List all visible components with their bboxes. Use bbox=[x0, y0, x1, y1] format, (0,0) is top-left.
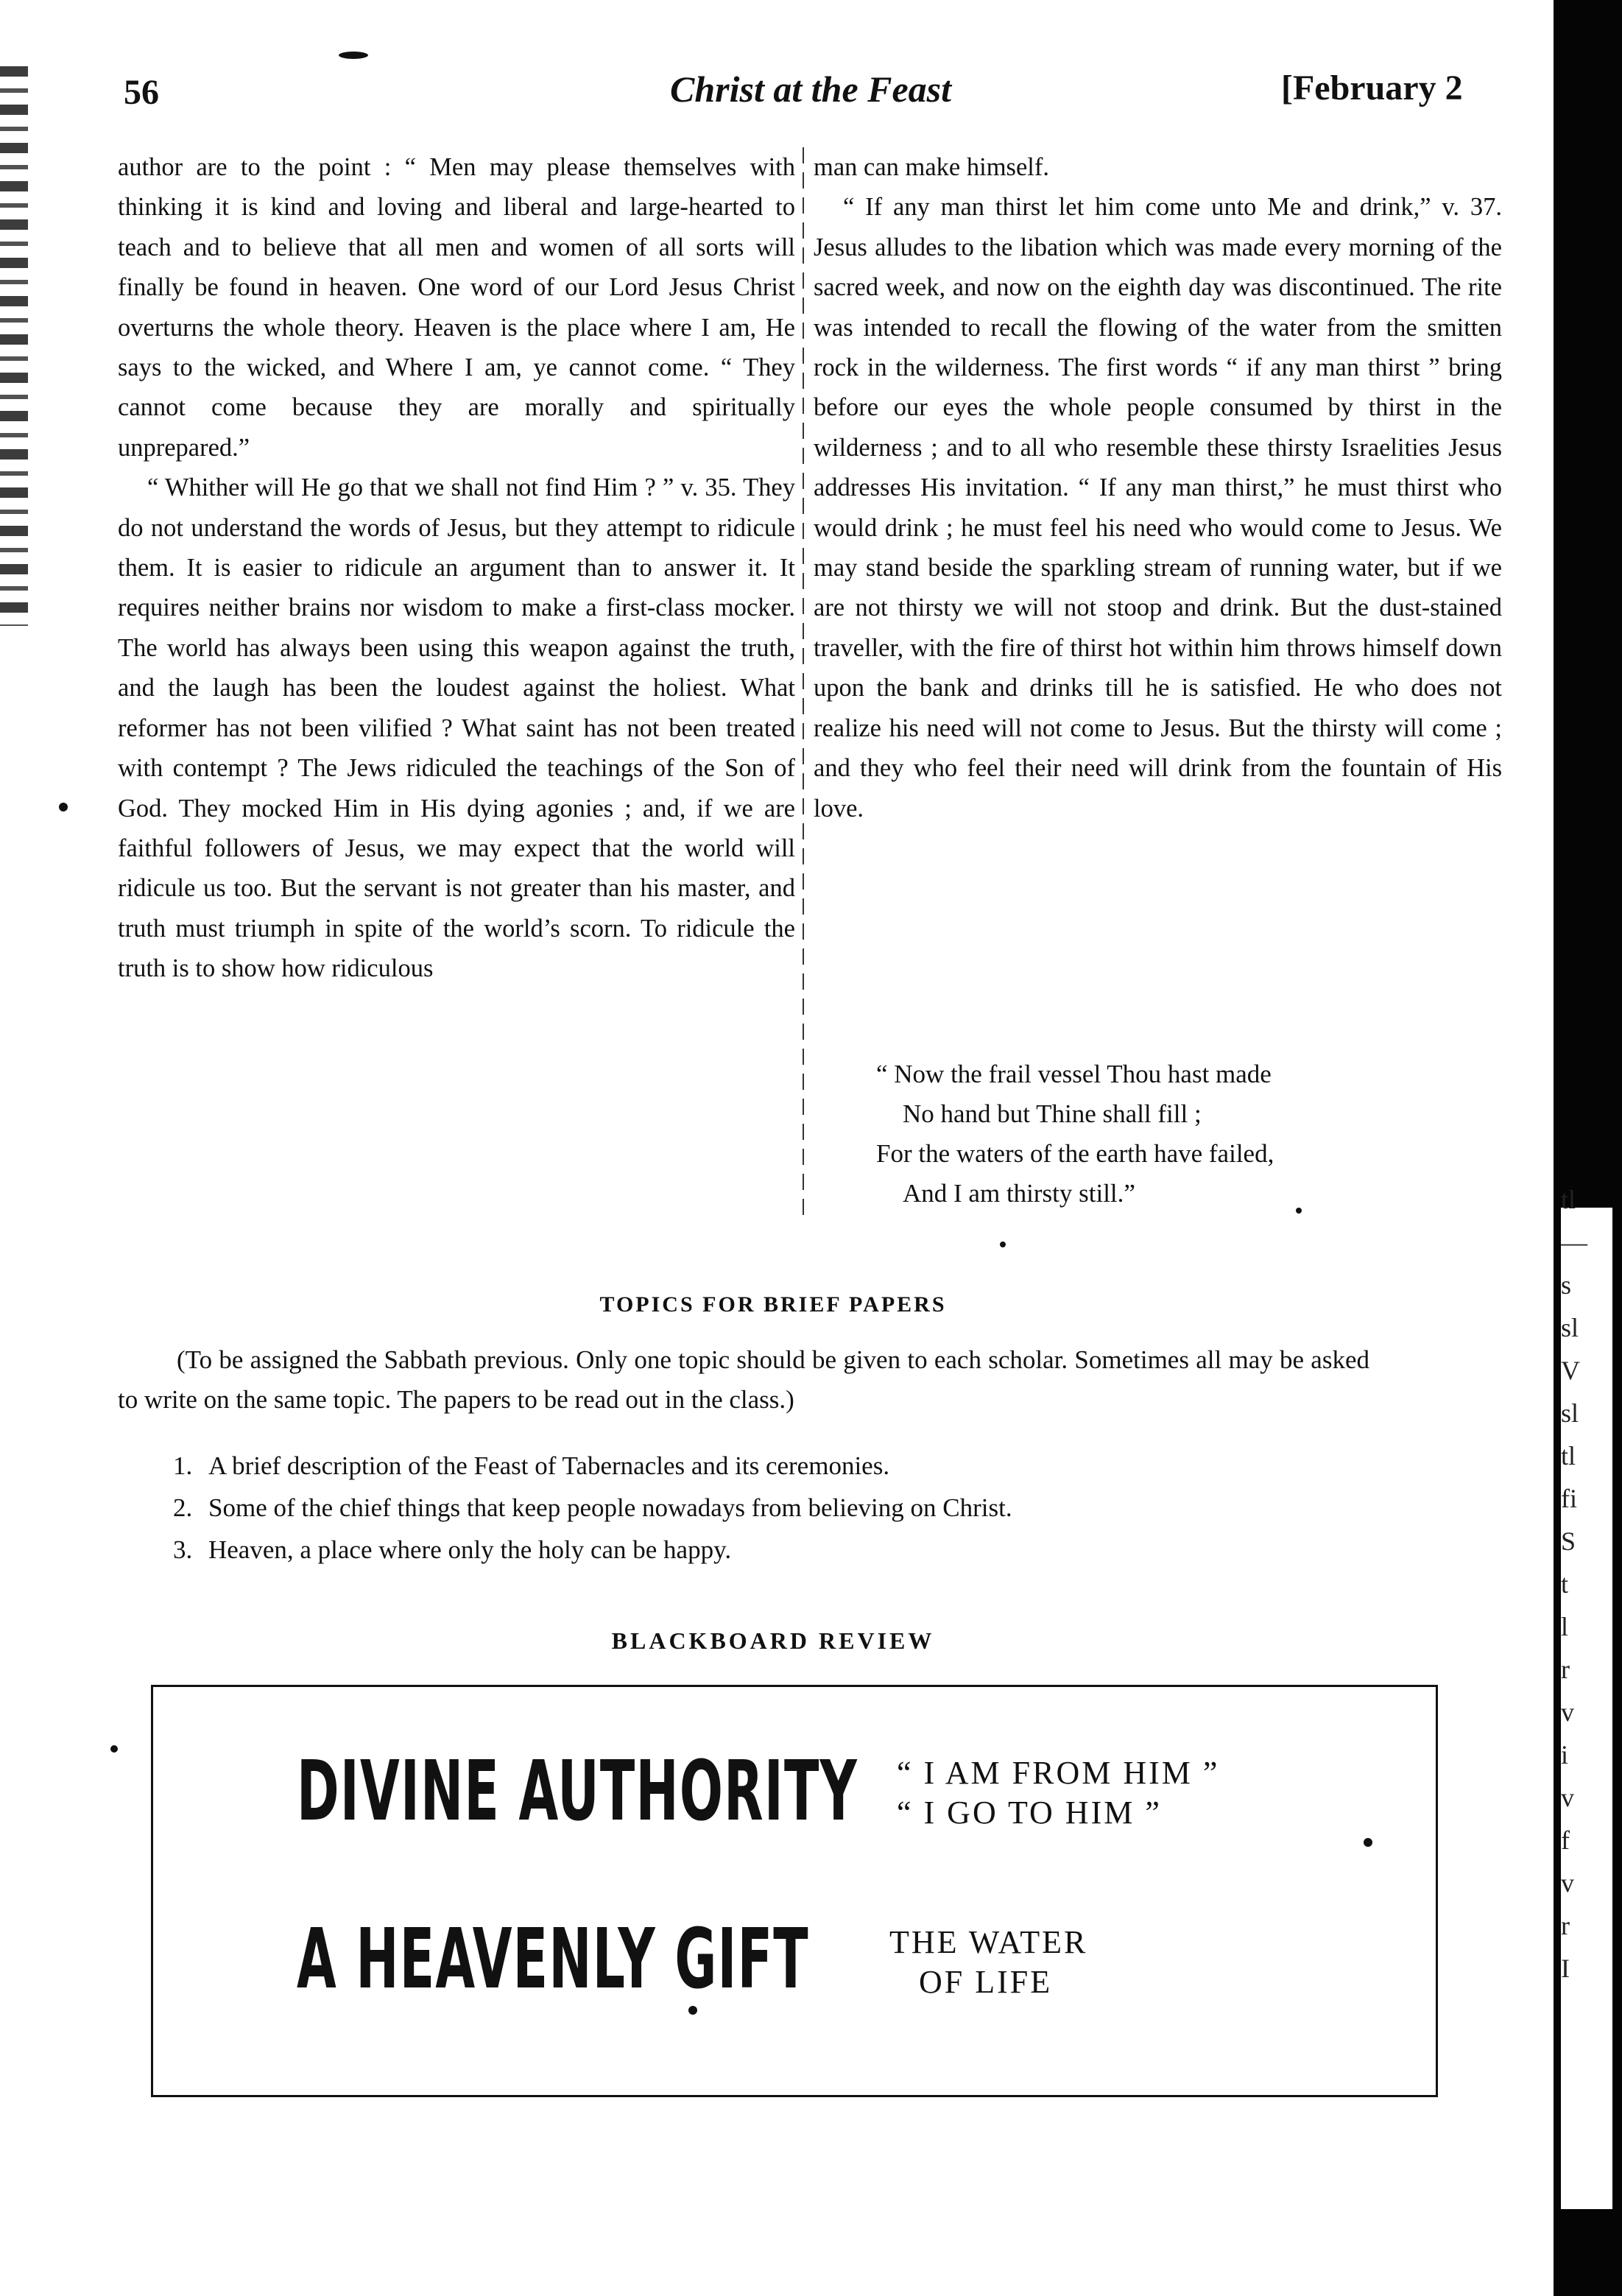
bleed-fragment: V bbox=[1561, 1356, 1580, 1385]
poem-line: No hand but Thine shall fill ; bbox=[903, 1099, 1202, 1128]
topics-instructions: (To be assigned the Sabbath previous. Only one topic should be given to each scholar. Sometimes all may be asked to write on the same topic. The papers to be read out in the class.) bbox=[118, 1345, 1369, 1414]
bleed-fragment: i bbox=[1561, 1740, 1569, 1769]
issue-date: [February 2 bbox=[1281, 68, 1463, 108]
board-caption bbox=[889, 1923, 1087, 2002]
paragraph: “ If any man thirst let him come unto Me and drink,” v. 37. Jesus alludes to the libation which was made every morning of the sacred week, and now on the eighth day was discontinued. The rite was intended to recall the flowing of the water from the smitten rock in the wilderness. The first words “ if any man thirst ” bring before our eyes the whole people consumed by thirst in the wilderness ; and to all who resemble these thirsty Israelities Jesus addresses His invitation. “ If any man thirst,” he must thirst who would drink ; he must feel his need who would come to Jesus. We may stand beside the sparkling stream of running water, but if we are not thirsty we will not stoop and drink. But the dust-stained traveller, with the fire of thirst hot within him throws himself down upon the bank and drinks till he is satisfied. He who does not realize his need will not come to Jesus. But the thirsty will come ; and they who feel their need will drink from the fountain of His love. bbox=[814, 193, 1502, 823]
paragraph: “ Whither will He go that we shall not find Him ? ” v. 35. They do not understand the words of Jesus, but they attempt to ridicule them. It is easier to ridicule an argument than to answer it. It requires neither brains nor wisdom to make a first-class mocker. The world has always been using this weapon against the truth, and the laugh has been the loudest against the holiest. What reformer has not been vilified ? What saint has not been treated with contempt ? The Jews ridiculed the teachings of the Son of God. They mocked Him in His dying agonies ; and, if we are faithful followers of Jesus, we may expect that the world will ridicule us too. But the servant is not greater than his master, and truth must triumph in spite of the world’s scorn. To ridicule the truth is to show how ridiculous bbox=[118, 473, 795, 983]
blackboard-heading: BLACKBOARD REVIEW bbox=[611, 1627, 935, 1654]
bleed-fragment: S bbox=[1561, 1526, 1576, 1556]
topic-text: Some of the chief things that keep people nowadays from believing on Christ. bbox=[208, 1493, 1012, 1522]
bleed-fragment: I bbox=[1561, 1954, 1570, 1983]
caption-line: OF LIFE bbox=[919, 1964, 1053, 2000]
column-divider bbox=[803, 147, 804, 1215]
bleed-fragment: r bbox=[1561, 1655, 1570, 1684]
running-title: Christ at the Feast bbox=[670, 68, 952, 110]
bleed-fragment: tl bbox=[1561, 1185, 1576, 1214]
page-number: 56 bbox=[124, 73, 159, 112]
ink-speck bbox=[1000, 1242, 1006, 1247]
bleed-fragment: — bbox=[1561, 1228, 1587, 1257]
paragraph: author are to the point : “ Men may please themselves with thinking it is kind and loving and liberal and large-hearted to teach and to believe that all men and women of all sorts will finally be found in heaven. One word of our Lord Jesus Christ overturns the whole theory. Heaven is the place where I am, He says to the wicked, and Where I am, ye cannot come. “ They cannot come because they are morally and spiritually unprepared.” bbox=[118, 153, 795, 462]
topic-list bbox=[173, 1445, 1012, 1571]
board-headline: A HEAVENLY GIFT bbox=[297, 1912, 809, 2007]
topic-number: 3. bbox=[173, 1535, 193, 1564]
topic-number: 1. bbox=[173, 1451, 193, 1480]
ink-speck bbox=[59, 803, 68, 811]
bleed-fragment: l bbox=[1561, 1612, 1569, 1641]
caption-line: THE WATER bbox=[889, 1924, 1088, 1960]
caption-line: “ I GO TO HIM ” bbox=[897, 1795, 1162, 1831]
ink-speck bbox=[1296, 1208, 1302, 1214]
topic-number: 2. bbox=[173, 1493, 193, 1522]
bleed-fragment: tl bbox=[1561, 1441, 1576, 1471]
left-column bbox=[118, 147, 795, 989]
ink-speck bbox=[110, 1745, 118, 1753]
poem-quote bbox=[876, 1054, 1274, 1214]
page-header bbox=[118, 57, 1554, 116]
list-item bbox=[173, 1529, 1012, 1571]
bleed-fragment: r bbox=[1561, 1911, 1570, 1940]
blackboard-review-box bbox=[151, 1685, 1438, 2097]
bleed-fragment: v bbox=[1561, 1697, 1574, 1727]
poem-line: For the waters of the earth have failed, bbox=[876, 1139, 1274, 1168]
topic-text: Heaven, a place where only the holy can be happy. bbox=[208, 1535, 732, 1564]
list-item bbox=[173, 1445, 1012, 1487]
bleed-fragment: fi bbox=[1561, 1484, 1577, 1513]
bleed-fragment: v bbox=[1561, 1868, 1574, 1898]
bleed-fragment: t bbox=[1561, 1569, 1569, 1599]
adjacent-page-bleed bbox=[1561, 1178, 1605, 1988]
list-item bbox=[173, 1487, 1012, 1529]
board-headline: DIVINE AUTHORITY bbox=[297, 1744, 858, 1839]
bleed-fragment: v bbox=[1561, 1783, 1574, 1812]
bleed-fragment: f bbox=[1561, 1825, 1570, 1855]
poem-line: And I am thirsty still.” bbox=[903, 1179, 1135, 1208]
caption-line: “ I AM FROM HIM ” bbox=[897, 1755, 1220, 1791]
right-column bbox=[814, 147, 1502, 828]
topics-heading: TOPICS FOR BRIEF PAPERS bbox=[599, 1292, 947, 1317]
bleed-fragment: sl bbox=[1561, 1398, 1579, 1428]
poem-line: “ Now the frail vessel Thou hast made bbox=[876, 1060, 1272, 1088]
paragraph: man can make himself. bbox=[814, 153, 1049, 181]
scan-edge-artifact bbox=[0, 66, 28, 626]
bleed-fragment: sl bbox=[1561, 1313, 1579, 1342]
bleed-fragment: s bbox=[1561, 1270, 1572, 1300]
topic-text: A brief description of the Feast of Tabernacles and its ceremonies. bbox=[208, 1451, 890, 1480]
board-caption bbox=[897, 1753, 1219, 1833]
